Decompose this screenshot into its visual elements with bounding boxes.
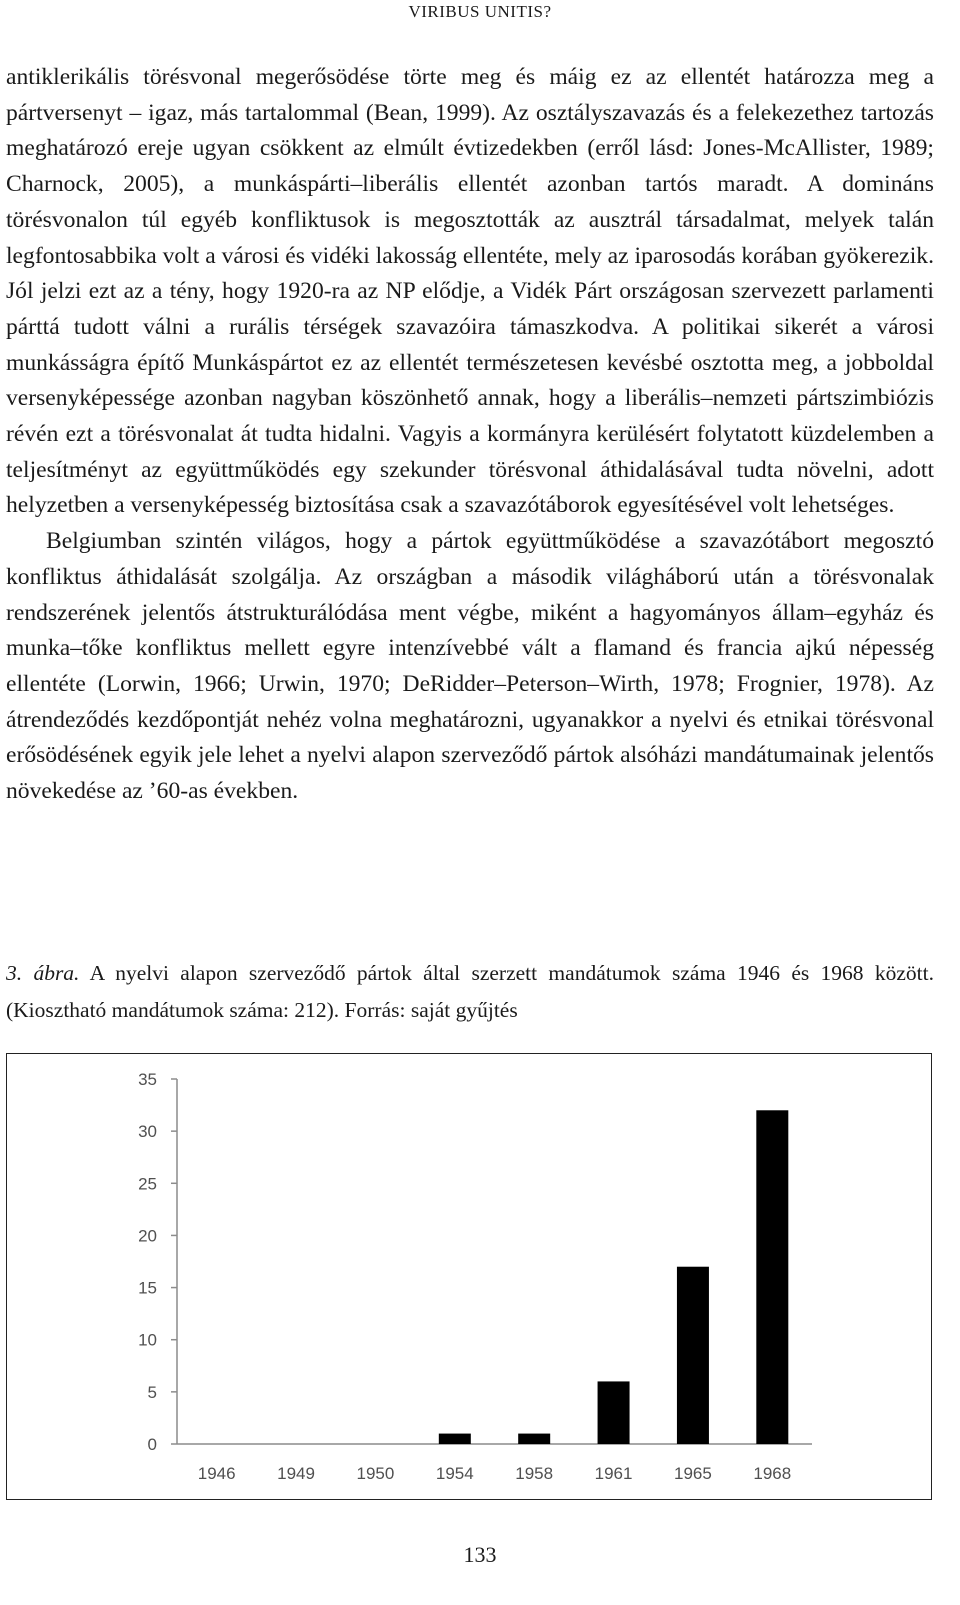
y-tick-label: 15: [138, 1278, 157, 1298]
x-tick-label: 1958: [515, 1464, 554, 1483]
y-tick-label: 20: [138, 1226, 157, 1246]
bar-1968: [756, 1110, 788, 1444]
y-tick-label: 30: [138, 1122, 157, 1142]
bar-1961: [598, 1381, 630, 1444]
y-tick-label: 35: [138, 1070, 157, 1089]
x-tick-label: 1965: [674, 1464, 712, 1483]
x-tick-label: 1954: [435, 1464, 474, 1483]
running-head: VIRIBUS UNITIS?: [408, 2, 552, 21]
y-tick-label: 5: [147, 1382, 157, 1402]
paragraph-1: antiklerikális törésvonal megerősödése törte meg és máig ez az ellentét határozza meg a pártversenyt – igaz, más tartalommal (Bean, 1999). Az osztályszavazás és a felekezethez tartozás meghatározó ereje ugyan csökkent az elmúlt évtizedekben (erről lásd: Jones-McAllister, 1989; Charnock, 2005), a munkáspárti–liberális ellentét azonban tartós maradt. A domináns törésvonalon túl egyéb konfliktusok is megosztották az ausztrál társadalmat, melyek talán legfontosabbika volt a városi és vidéki lakosság ellentéte, mely az iparosodás korában gyökerezik. Jól jelzi ezt az a tény, hogy 1920-ra az NP elődje, a Vidék Párt országosan szervezett parlamenti párttá tudott válni a rurális térségek szavazóira támaszkodva. A politikai sikerét a városi munkásságra építő Munkáspártot ez az ellentét természetesen kevésbé osztotta meg, a jobboldal versenyképessége azonban nagyban köszönhető annak, hogy a liberális–nemzeti pártszimbiózis révén ezt a törésvonalat át tudta hidalni. Vagyis a kormányra kerülésért folytatott küzdelemben a teljesítményt az együttműködés egy szekunder törésvonal áthidalásával tudta növelni, adott helyzetben a versenyképesség biztosítása csak a szavazótáborok egyesítésével volt lehetséges.: [6, 64, 934, 519]
x-tick-label: 1949: [277, 1464, 315, 1483]
x-tick-label: 1961: [594, 1464, 633, 1483]
y-tick-label: 10: [138, 1330, 157, 1350]
y-tick-label: 25: [138, 1174, 157, 1194]
x-tick-label: 1946: [197, 1464, 236, 1483]
bar-1965: [677, 1267, 709, 1444]
x-tick-label: 1968: [753, 1464, 792, 1483]
x-tick-label: 1950: [356, 1464, 395, 1483]
figure-caption: [6, 955, 934, 1029]
y-tick-label: 0: [147, 1435, 157, 1454]
chart-frame: [6, 1053, 932, 1500]
page-number: 133: [463, 1542, 497, 1567]
bar-1958: [518, 1434, 550, 1444]
bar-1954: [439, 1434, 471, 1444]
body-text: [6, 60, 934, 810]
figure-caption-text: A nyelvi alapon szerveződő pártok által szerzett mandátumok száma 1946 és 1968 között. (Kiosztható mandátumok száma: 212). Forrás: saját gyűjtés: [6, 961, 934, 1022]
paragraph-2: Belgiumban szintén világos, hogy a pártok együttműködése a szavazótábort megosztó konfliktus áthidalását szolgálja. Az országban a második világháború után a törésvonalak rendszerének jelentős átstrukturálódása ment végbe, miként a hagyományos állam–egyház és munka–tőke konfliktus mellett egyre intenzívebbé vált a flamand és francia ajkú népesség ellentéte (Lorwin, 1966; Urwin, 1970; DeRidder–Peterson–Wirth, 1978; Frognier, 1978). Az átrendeződés kezdőpontját nehéz volna meghatározni, ugyanakkor a nyelvi és etnikai törésvonal erősödésének egyik jele lehet a nyelvi alapon szerveződő pártok alsóházi mandátumainak jelentős növekedése az ’60-as években.: [6, 528, 934, 805]
figure-label: 3. ábra.: [6, 961, 80, 985]
bar-chart: [7, 1054, 930, 1498]
